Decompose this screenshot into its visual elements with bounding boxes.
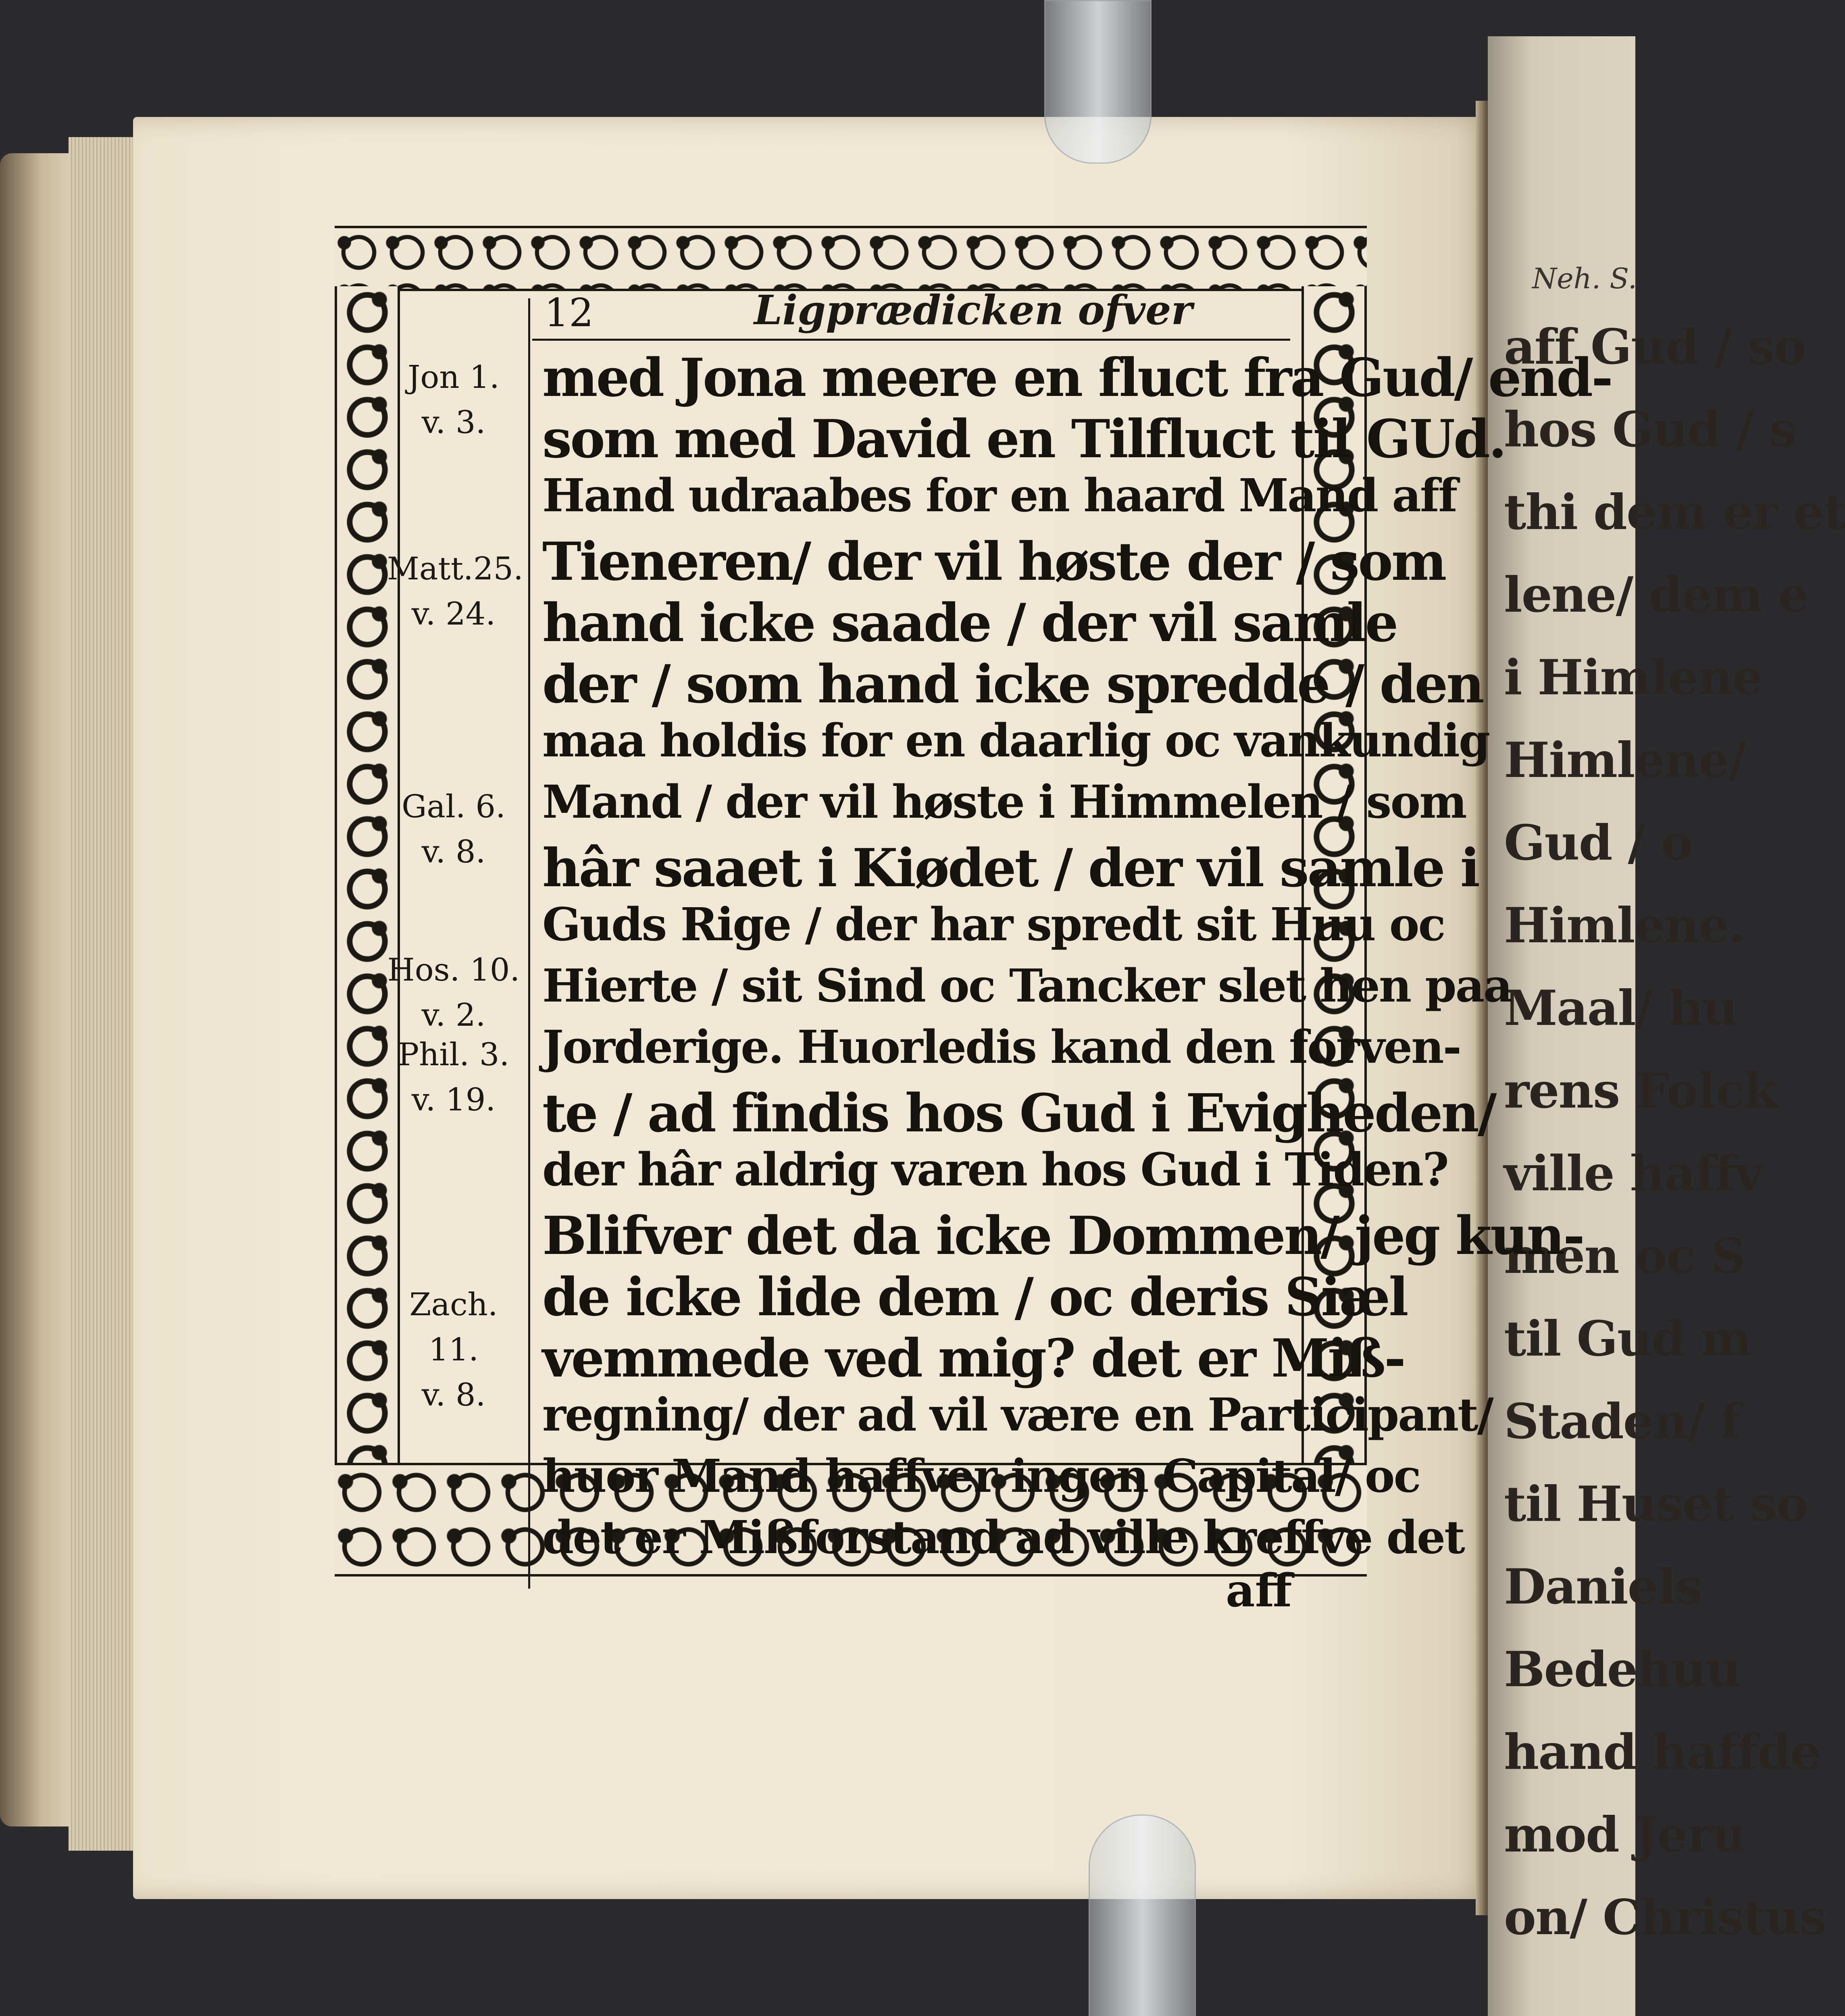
margin-note-ref: Zach. 11. (409, 1287, 498, 1368)
text-line: te / ad findis hos Gud i Evigheden/ (542, 1082, 1495, 1144)
facing-page-line: Daniels (1504, 1558, 1702, 1615)
page-number: 12 (544, 290, 594, 335)
facing-page-head: Neh. S. (1532, 262, 1637, 295)
ornament-top-band (335, 226, 1367, 291)
margin-note-ref: Phil. 3. (398, 1037, 510, 1073)
text-line: maa holdis for en daarlig oc vankundig (542, 714, 1489, 767)
page-clip-bottom (1089, 1814, 1196, 2016)
margin-note (387, 1032, 520, 1123)
facing-page-line: Bedehuu (1504, 1641, 1740, 1698)
text-line: de icke lide dem / oc deris Siæl (542, 1266, 1407, 1328)
facing-page (1488, 36, 1845, 2016)
margin-note-ref: Hos. 10. (387, 952, 520, 988)
text-line: Hierte / sit Sind oc Tancker slet hen paa (542, 960, 1512, 1012)
text-line: der hâr aldrig varen hos Gud i Tiden? (542, 1143, 1448, 1196)
facing-page-line: til Huset so (1504, 1476, 1808, 1533)
margin-column-rule (528, 298, 530, 1589)
catchword: aff (1226, 1564, 1292, 1617)
text-line: det er Mißforstand ad ville kreffve det (542, 1511, 1464, 1564)
text-line: Blifver det da icke Dommen/ jeg kun- (542, 1205, 1583, 1266)
facing-page-line: Maal/ hu (1504, 980, 1737, 1037)
margin-note-verse: v. 3. (421, 404, 486, 441)
margin-note-ref: Gal. 6. (402, 789, 506, 825)
facing-page-line: hos Gud / s (1504, 401, 1796, 458)
text-line: hand icke saade / der vil samle (542, 592, 1397, 654)
facing-page-line: men oc S (1504, 1228, 1745, 1285)
page-clip-top (1044, 0, 1152, 164)
facing-page-line: aff Gud / so (1504, 319, 1805, 375)
facing-page-line: Staden/ f (1504, 1393, 1741, 1450)
text-line: med Jona meere en fluct fra Gud/ end- (542, 347, 1612, 408)
facing-page-line: ville haffv (1504, 1145, 1762, 1202)
margin-note-verse: v. 8. (421, 834, 486, 870)
margin-note-ref: Matt.25. (387, 551, 523, 587)
margin-note-ref: Jon 1. (408, 359, 500, 396)
text-line: Guds Rige / der har spredt sit Huu oc (542, 898, 1445, 951)
margin-note (387, 948, 520, 1038)
text-line: der / som hand icke spredde / den (542, 653, 1483, 715)
facing-page-line: lene/ dem e (1504, 566, 1808, 623)
facing-page-line: hand haffde (1504, 1724, 1820, 1781)
margin-note-verse: v. 19. (411, 1082, 496, 1118)
text-line: huor Mand haffver ingen Capital/ oc (542, 1450, 1420, 1503)
facing-page-line: Himlene/ (1504, 732, 1746, 789)
header-rule (532, 339, 1290, 341)
facing-page-line: thi dem er et (1504, 484, 1845, 541)
text-line: hâr saaet i Kiødet / der vil samle i (542, 837, 1479, 899)
facing-page-line: Gud / o (1504, 814, 1693, 871)
text-line: Jorderige. Huorledis kand den forven- (542, 1021, 1461, 1074)
margin-note-verse: v. 8. (421, 1377, 486, 1413)
text-line: regning/ der ad vil være en Participant/ (542, 1389, 1493, 1441)
text-line: Mand / der vil høste i Himmelen / som (542, 776, 1466, 829)
margin-note (387, 1282, 520, 1418)
facing-page-line: on/ Christus (1504, 1889, 1826, 1946)
text-line: vemmede ved mig? det er Miß- (542, 1327, 1404, 1389)
text-line: Tieneren/ der vil høste der / som (542, 531, 1445, 592)
text-line: som med David en Tilfluct til GUd. (542, 408, 1506, 470)
facing-page-line: Himlene. (1504, 897, 1745, 954)
margin-note (387, 546, 523, 637)
facing-page-line: i Himlene (1504, 649, 1762, 706)
facing-page-line: mod Jeru (1504, 1806, 1746, 1863)
facing-page-line: rens Folck (1504, 1062, 1777, 1119)
margin-note-verse: v. 2. (421, 997, 486, 1033)
text-line: Hand udraabes for en haard Mand aff (542, 469, 1457, 522)
margin-note (387, 355, 520, 445)
running-head: Ligprædicken ofver (754, 286, 1193, 334)
facing-page-line: til Gud m (1504, 1310, 1751, 1367)
margin-note (387, 784, 520, 875)
margin-note-verse: v. 24. (411, 596, 496, 632)
